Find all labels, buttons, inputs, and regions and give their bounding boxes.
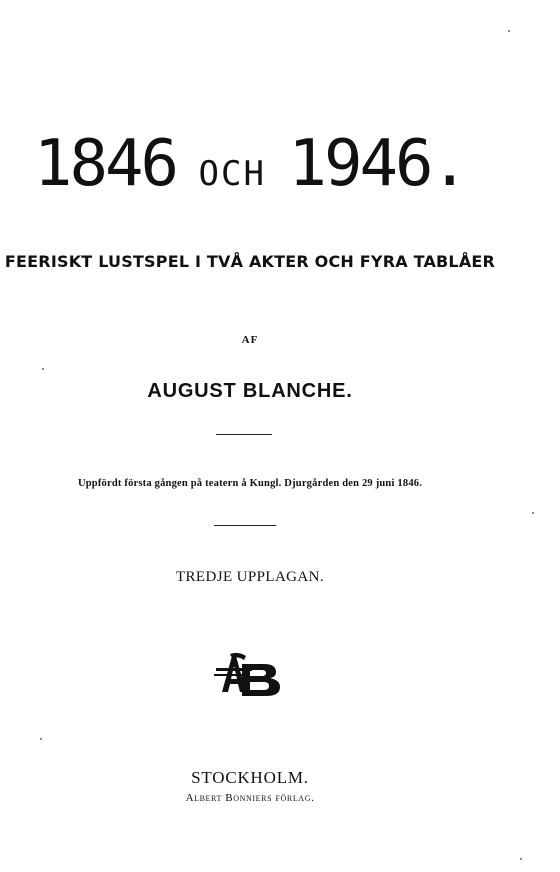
edition-label: TREDJE UPPLAGAN. <box>175 569 325 585</box>
divider-rule <box>216 434 272 435</box>
imprint-publisher: Albert Bonniers förlag. <box>185 792 315 804</box>
paper-speck <box>508 30 510 32</box>
author-name: AUGUST BLANCHE. <box>147 380 353 402</box>
paper-speck <box>520 858 522 860</box>
book-title <box>0 127 500 201</box>
divider-rule <box>214 525 276 526</box>
subtitle: FEERISKT LUSTSPEL I TVÅ AKTER OCH FYRA TABLÅER <box>4 252 496 271</box>
title-conjunction <box>176 154 288 194</box>
premiere-note: Uppfördt första gången på teatern å Kungl. Djurgården den 29 juni 1846. <box>77 478 423 489</box>
ab-monogram-icon <box>212 652 284 698</box>
paper-speck <box>42 368 44 370</box>
title-year-start: 1846 <box>33 127 177 201</box>
title-conjunction-text: OCH <box>198 154 266 194</box>
imprint-city: STOCKHOLM. <box>191 768 309 787</box>
paper-speck <box>532 512 534 514</box>
by-label: AF <box>241 334 259 346</box>
title-year-end: 1946. <box>288 127 467 201</box>
paper-speck <box>40 738 42 740</box>
